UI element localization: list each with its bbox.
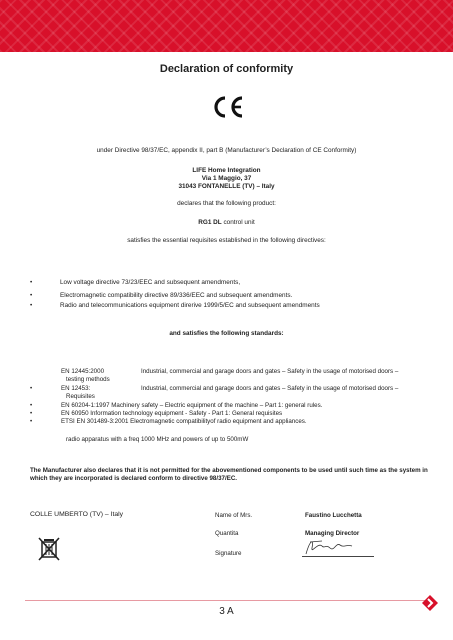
satisfies-text: satisfies the essential requisites established in the following directives: xyxy=(127,237,326,244)
header-banner xyxy=(0,0,453,52)
signature-label: Signature xyxy=(215,550,242,557)
manufacturer-declaration: The Manufacturer also declares that it is not permitted for the abovementioned components to be used until such time as the system in which they are incorporated is declared conform to directive 98/37/EC. xyxy=(30,467,428,482)
company-name: LIFE Home Integration xyxy=(192,167,261,174)
standard-cont: Requisites xyxy=(66,393,95,400)
product-desc: control unit xyxy=(221,219,255,226)
standard-item: ETSI EN 301489-3:2001 Electromagnetic compatibilityof radio equipment and appliances. xyxy=(61,418,307,425)
waste-bin-icon xyxy=(38,536,60,562)
standard-item: EN 60950 Information technology equipment - Safety - Part 1: General requisites xyxy=(61,410,283,417)
page-number: 3 A xyxy=(219,606,234,617)
standard-desc: Industrial, commercial and garage doors and gates – Safety in the usage of motorised doors – xyxy=(141,368,399,375)
footer-divider xyxy=(25,600,425,601)
standard-desc: Industrial, commercial and garage doors and gates – Safety in the usage of motorised doors – xyxy=(141,385,399,392)
standard-code: EN 12453: xyxy=(61,385,91,392)
bullet: • xyxy=(30,402,33,409)
directive-text: under Directive 98/37/EC, appendix II, part B (Manufacturer’s Declaration of CE Conformity) xyxy=(96,147,357,154)
next-arrow-icon xyxy=(421,594,439,612)
bullet: • xyxy=(30,410,33,417)
ce-mark-icon xyxy=(210,96,246,118)
bullet: • xyxy=(30,418,33,425)
role-label: Quantita xyxy=(215,530,239,537)
product-code: RG1 DL xyxy=(198,219,222,226)
company-street: Via 1 Maggio, 37 xyxy=(201,175,252,182)
bullet: • xyxy=(30,385,33,392)
standards-heading: and satisfies the following standards: xyxy=(169,330,284,337)
declares-text: declares that the following product: xyxy=(177,200,276,207)
company-city: 31043 FONTANELLE (TV) – Italy xyxy=(178,183,275,190)
page-title: Declaration of conformity xyxy=(159,63,294,75)
role-value: Managing Director xyxy=(305,530,360,537)
product-line xyxy=(0,219,453,226)
place: COLLE UMBERTO (TV) – Italy xyxy=(30,511,124,518)
standard-cont: testing methods xyxy=(66,376,110,383)
signature-line xyxy=(302,556,374,557)
standard-item: EN 60204-1:1997 Machinery safety – Electric equipment of the machine – Part 1: general rules. xyxy=(61,402,323,409)
name-value: Faustino Lucchetta xyxy=(305,512,362,519)
name-label: Name of Mrs. xyxy=(215,512,253,519)
standard-code: EN 12445:2000 xyxy=(61,368,105,375)
radio-text: radio apparatus with a freq 1000 MHz and powers of up to 500mW xyxy=(66,436,249,443)
